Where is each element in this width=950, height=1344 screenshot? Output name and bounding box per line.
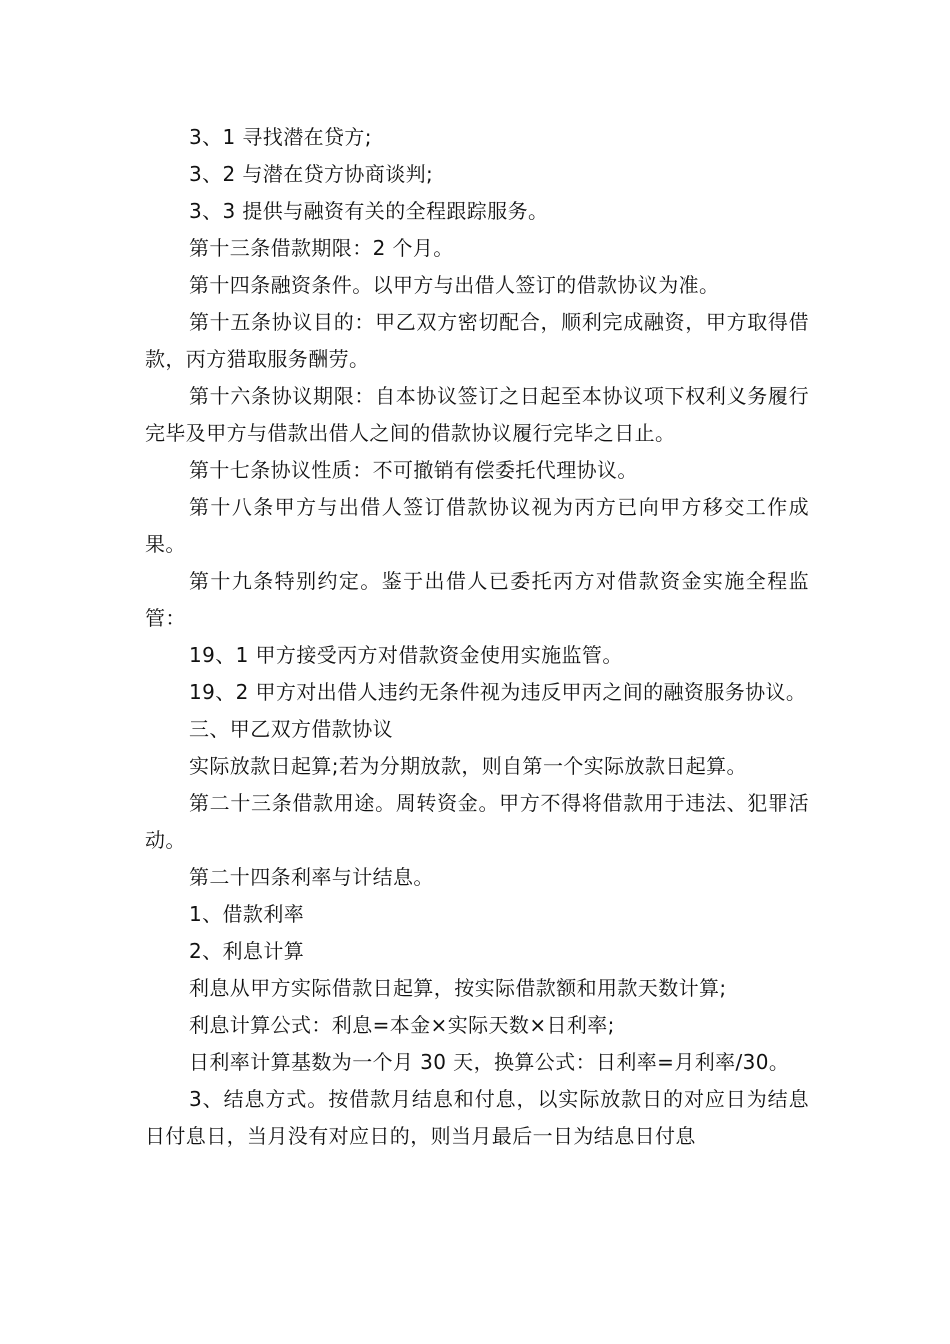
- article-13: 第十三条借款期限：2 个月。: [189, 236, 454, 260]
- interest-formula: 利息计算公式：利息=本金×实际天数×日利率;: [189, 1013, 615, 1037]
- article-14: 第十四条融资条件。以甲方与出借人签订的借款协议为准。: [189, 273, 720, 297]
- clause-3-2: 3、2 与潜在贷方协商谈判;: [189, 162, 434, 186]
- article-18: 第十八条甲方与出借人签订借款协议视为丙方已向甲方移交工作成果。: [145, 495, 809, 556]
- article-17: 第十七条协议性质：不可撤销有偿委托代理协议。: [189, 458, 638, 482]
- item-loan-rate: 1、借款利率: [189, 902, 305, 926]
- article-15: 第十五条协议目的：甲乙双方密切配合，顺利完成融资，甲方取得借款，丙方猎取服务酬劳。: [145, 310, 809, 371]
- item-interest-calc: 2、利息计算: [189, 939, 305, 963]
- clause-3-3: 3、3 提供与融资有关的全程跟踪服务。: [189, 199, 549, 223]
- clause-19-1: 19、1 甲方接受丙方对借款资金使用实施监管。: [189, 643, 623, 667]
- clause-3-1: 3、1 寻找潜在贷方;: [189, 125, 372, 149]
- section-heading-3: 三、甲乙双方借款协议: [189, 717, 393, 741]
- document-body: [145, 119, 809, 1155]
- disbursement-start-text: 实际放款日起算;若为分期放款，则自第一个实际放款日起算。: [189, 754, 747, 778]
- article-16: 第十六条协议期限：自本协议签订之日起至本协议项下权利义务履行完毕及甲方与借款出借人之间的借款协议履行完毕之日止。: [145, 384, 809, 445]
- interest-start-text: 利息从甲方实际借款日起算，按实际借款额和用款天数计算;: [189, 976, 727, 1000]
- article-24: 第二十四条利率与计结息。: [189, 865, 434, 889]
- daily-rate-basis: 日利率计算基数为一个月 30 天，换算公式：日利率=月利率/30。: [189, 1050, 790, 1074]
- article-19: 第十九条特别约定。鉴于出借人已委托丙方对借款资金实施全程监管：: [145, 569, 809, 630]
- clause-19-2: 19、2 甲方对出借人违约无条件视为违反甲丙之间的融资服务协议。: [189, 680, 807, 704]
- settlement-method: 3、结息方式。按借款月结息和付息，以实际放款日的对应日为结息日付息日，当月没有对应日的，则当月最后一日为结息日付息: [145, 1087, 809, 1148]
- article-23: 第二十三条借款用途。周转资金。甲方不得将借款用于违法、犯罪活动。: [145, 791, 809, 852]
